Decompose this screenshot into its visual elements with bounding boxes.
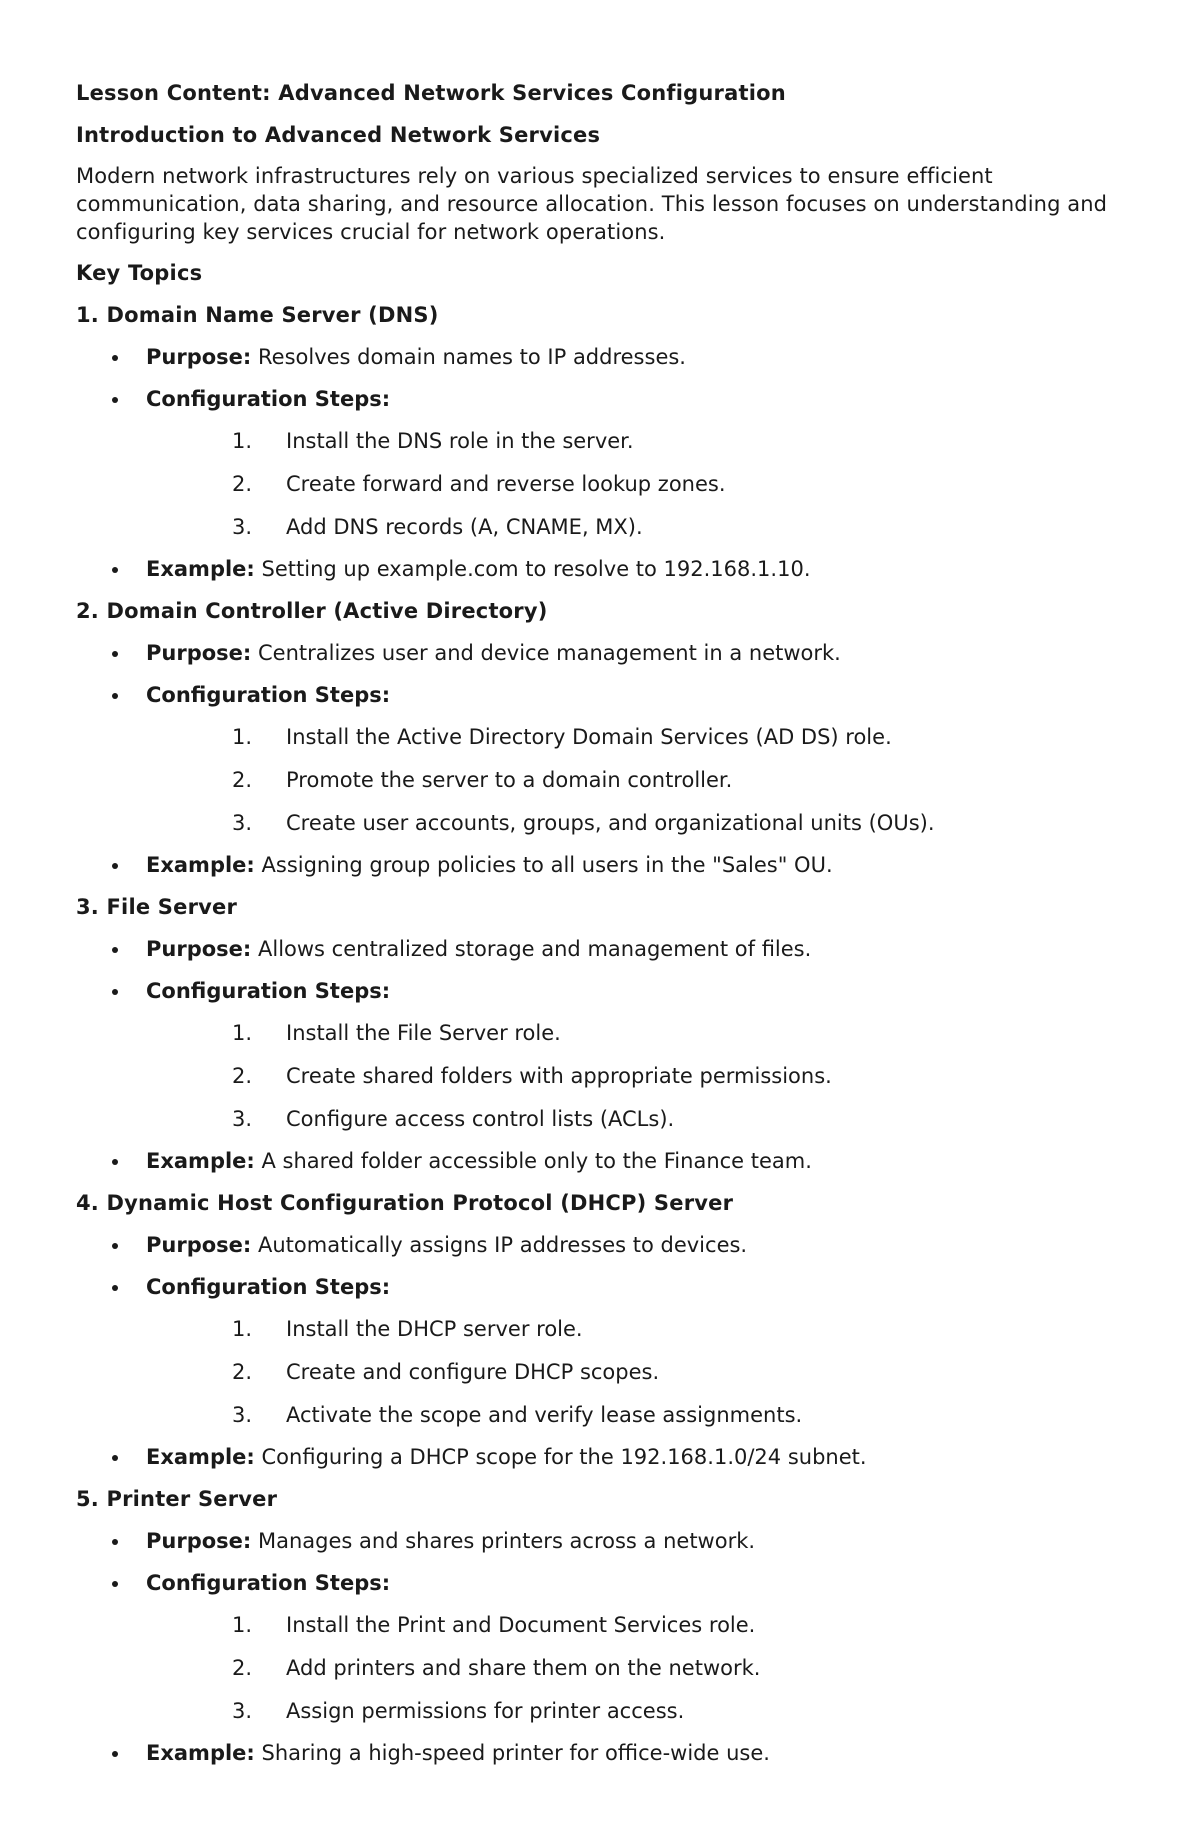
step-item xyxy=(146,514,1146,540)
topic-heading: 5. Printer Server xyxy=(76,1487,278,1511)
step-item xyxy=(146,1402,1146,1428)
example-item-label: Example: xyxy=(146,1741,255,1765)
config-steps-item xyxy=(76,978,1146,1132)
topic-bullets xyxy=(76,640,1146,878)
config-steps-item xyxy=(76,682,1146,836)
example-item-text: A shared folder accessible only to the Finance team. xyxy=(261,1149,812,1173)
topic-heading: 4. Dynamic Host Configuration Protocol (DHCP) Server xyxy=(76,1191,734,1215)
example-item-label: Example: xyxy=(146,1445,255,1469)
topic-bullets xyxy=(76,1528,1146,1766)
bullet-icon xyxy=(112,863,118,869)
topic-section xyxy=(76,1190,1146,1470)
step-number: 3. xyxy=(231,515,252,539)
step-text: Create shared folders with appropriate permissions. xyxy=(286,1064,832,1088)
bullet-icon xyxy=(112,355,118,361)
config-steps-list xyxy=(146,1020,1146,1132)
purpose-item-text: Centralizes user and device management in a network. xyxy=(258,641,841,665)
bullet-icon xyxy=(112,947,118,953)
step-text: Install the File Server role. xyxy=(286,1021,561,1045)
bullet-icon xyxy=(112,1285,118,1291)
purpose-item-label: Purpose: xyxy=(146,937,252,961)
page-title: Lesson Content: Advanced Network Services Configuration xyxy=(76,81,786,105)
bullet-icon xyxy=(112,567,118,573)
topic-heading: 1. Domain Name Server (DNS) xyxy=(76,303,439,327)
bullet-icon xyxy=(112,989,118,995)
document-page xyxy=(76,80,1146,1782)
purpose-item-text: Resolves domain names to IP addresses. xyxy=(258,345,686,369)
purpose-item xyxy=(76,1528,1146,1554)
step-number: 1. xyxy=(231,1317,252,1341)
config-steps-list xyxy=(146,1612,1146,1724)
step-number: 3. xyxy=(231,1403,252,1427)
purpose-item xyxy=(76,344,1146,370)
example-item-label: Example: xyxy=(146,1149,255,1173)
step-item xyxy=(146,767,1146,793)
bullet-icon xyxy=(112,397,118,403)
bullet-icon xyxy=(112,1581,118,1587)
topics-list xyxy=(76,302,1146,1766)
purpose-item-text: Allows centralized storage and management of files. xyxy=(258,937,812,961)
example-item-text: Configuring a DHCP scope for the 192.168.1.0/24 subnet. xyxy=(261,1445,867,1469)
topic-section xyxy=(76,302,1146,582)
topic-section xyxy=(76,894,1146,1174)
example-item-label: Example: xyxy=(146,557,255,581)
step-text: Create forward and reverse lookup zones. xyxy=(286,472,726,496)
config-steps-item-label: Configuration Steps: xyxy=(146,1571,391,1595)
config-steps-list xyxy=(146,724,1146,836)
example-item-text: Assigning group policies to all users in the "Sales" OU. xyxy=(261,853,833,877)
step-number: 2. xyxy=(231,472,252,496)
step-text: Create user accounts, groups, and organizational units (OUs). xyxy=(286,811,935,835)
config-steps-list xyxy=(146,428,1146,540)
config-steps-item xyxy=(76,386,1146,540)
step-item xyxy=(146,724,1146,750)
step-text: Activate the scope and verify lease assignments. xyxy=(286,1403,803,1427)
step-text: Install the DNS role in the server. xyxy=(286,429,634,453)
step-number: 1. xyxy=(231,1613,252,1637)
step-text: Install the Print and Document Services role. xyxy=(286,1613,756,1637)
bullet-icon xyxy=(112,693,118,699)
topic-heading: 3. File Server xyxy=(76,895,238,919)
step-item xyxy=(146,1106,1146,1132)
step-item xyxy=(146,1359,1146,1385)
purpose-item-label: Purpose: xyxy=(146,1233,252,1257)
topic-bullets xyxy=(76,1232,1146,1470)
step-number: 2. xyxy=(231,1064,252,1088)
step-number: 3. xyxy=(231,1699,252,1723)
step-item xyxy=(146,1655,1146,1681)
step-text: Configure access control lists (ACLs). xyxy=(286,1107,675,1131)
step-number: 2. xyxy=(231,768,252,792)
bullet-icon xyxy=(112,1751,118,1757)
example-item xyxy=(76,1740,1146,1766)
purpose-item-label: Purpose: xyxy=(146,641,252,665)
config-steps-item-label: Configuration Steps: xyxy=(146,683,391,707)
step-text: Add DNS records (A, CNAME, MX). xyxy=(286,515,643,539)
topic-bullets xyxy=(76,936,1146,1174)
config-steps-item-label: Configuration Steps: xyxy=(146,1275,391,1299)
bullet-icon xyxy=(112,1243,118,1249)
example-item-text: Setting up example.com to resolve to 192.168.1.10. xyxy=(261,557,811,581)
step-item xyxy=(146,1020,1146,1046)
step-text: Create and configure DHCP scopes. xyxy=(286,1360,660,1384)
purpose-item-text: Automatically assigns IP addresses to devices. xyxy=(258,1233,748,1257)
purpose-item-label: Purpose: xyxy=(146,345,252,369)
step-text: Promote the server to a domain controller. xyxy=(286,768,733,792)
example-item xyxy=(76,1148,1146,1174)
intro-paragraph: Modern network infrastructures rely on various specialized services to ensure efficient communication, data sharing, and resource allocation. This lesson focuses on understanding and configuring key services crucial for network operations. xyxy=(76,164,1108,244)
topic-heading: 2. Domain Controller (Active Directory) xyxy=(76,599,548,623)
config-steps-item xyxy=(76,1274,1146,1428)
intro-heading: Introduction to Advanced Network Services xyxy=(76,123,601,147)
bullet-icon xyxy=(112,651,118,657)
step-number: 1. xyxy=(231,429,252,453)
bullet-icon xyxy=(112,1159,118,1165)
step-item xyxy=(146,810,1146,836)
step-text: Add printers and share them on the network. xyxy=(286,1656,761,1680)
step-number: 1. xyxy=(231,725,252,749)
example-item-text: Sharing a high-speed printer for office-wide use. xyxy=(261,1741,770,1765)
topic-section xyxy=(76,1486,1146,1766)
bullet-icon xyxy=(112,1539,118,1545)
step-text: Install the DHCP server role. xyxy=(286,1317,583,1341)
step-item xyxy=(146,1698,1146,1724)
example-item xyxy=(76,1444,1146,1470)
key-topics-heading: Key Topics xyxy=(76,261,203,285)
step-number: 3. xyxy=(231,1107,252,1131)
purpose-item-text: Manages and shares printers across a network. xyxy=(258,1529,756,1553)
step-item xyxy=(146,1063,1146,1089)
step-item xyxy=(146,471,1146,497)
config-steps-item-label: Configuration Steps: xyxy=(146,387,391,411)
purpose-item xyxy=(76,936,1146,962)
example-item xyxy=(76,852,1146,878)
config-steps-item xyxy=(76,1570,1146,1724)
bullet-icon xyxy=(112,1455,118,1461)
example-item xyxy=(76,556,1146,582)
step-item xyxy=(146,1612,1146,1638)
step-text: Assign permissions for printer access. xyxy=(286,1699,685,1723)
config-steps-item-label: Configuration Steps: xyxy=(146,979,391,1003)
step-item xyxy=(146,1316,1146,1342)
topic-bullets xyxy=(76,344,1146,582)
step-number: 1. xyxy=(231,1021,252,1045)
example-item-label: Example: xyxy=(146,853,255,877)
step-number: 3. xyxy=(231,811,252,835)
purpose-item xyxy=(76,1232,1146,1258)
purpose-item xyxy=(76,640,1146,666)
step-text: Install the Active Directory Domain Services (AD DS) role. xyxy=(286,725,892,749)
step-number: 2. xyxy=(231,1656,252,1680)
config-steps-list xyxy=(146,1316,1146,1428)
topic-section xyxy=(76,598,1146,878)
step-number: 2. xyxy=(231,1360,252,1384)
purpose-item-label: Purpose: xyxy=(146,1529,252,1553)
step-item xyxy=(146,428,1146,454)
